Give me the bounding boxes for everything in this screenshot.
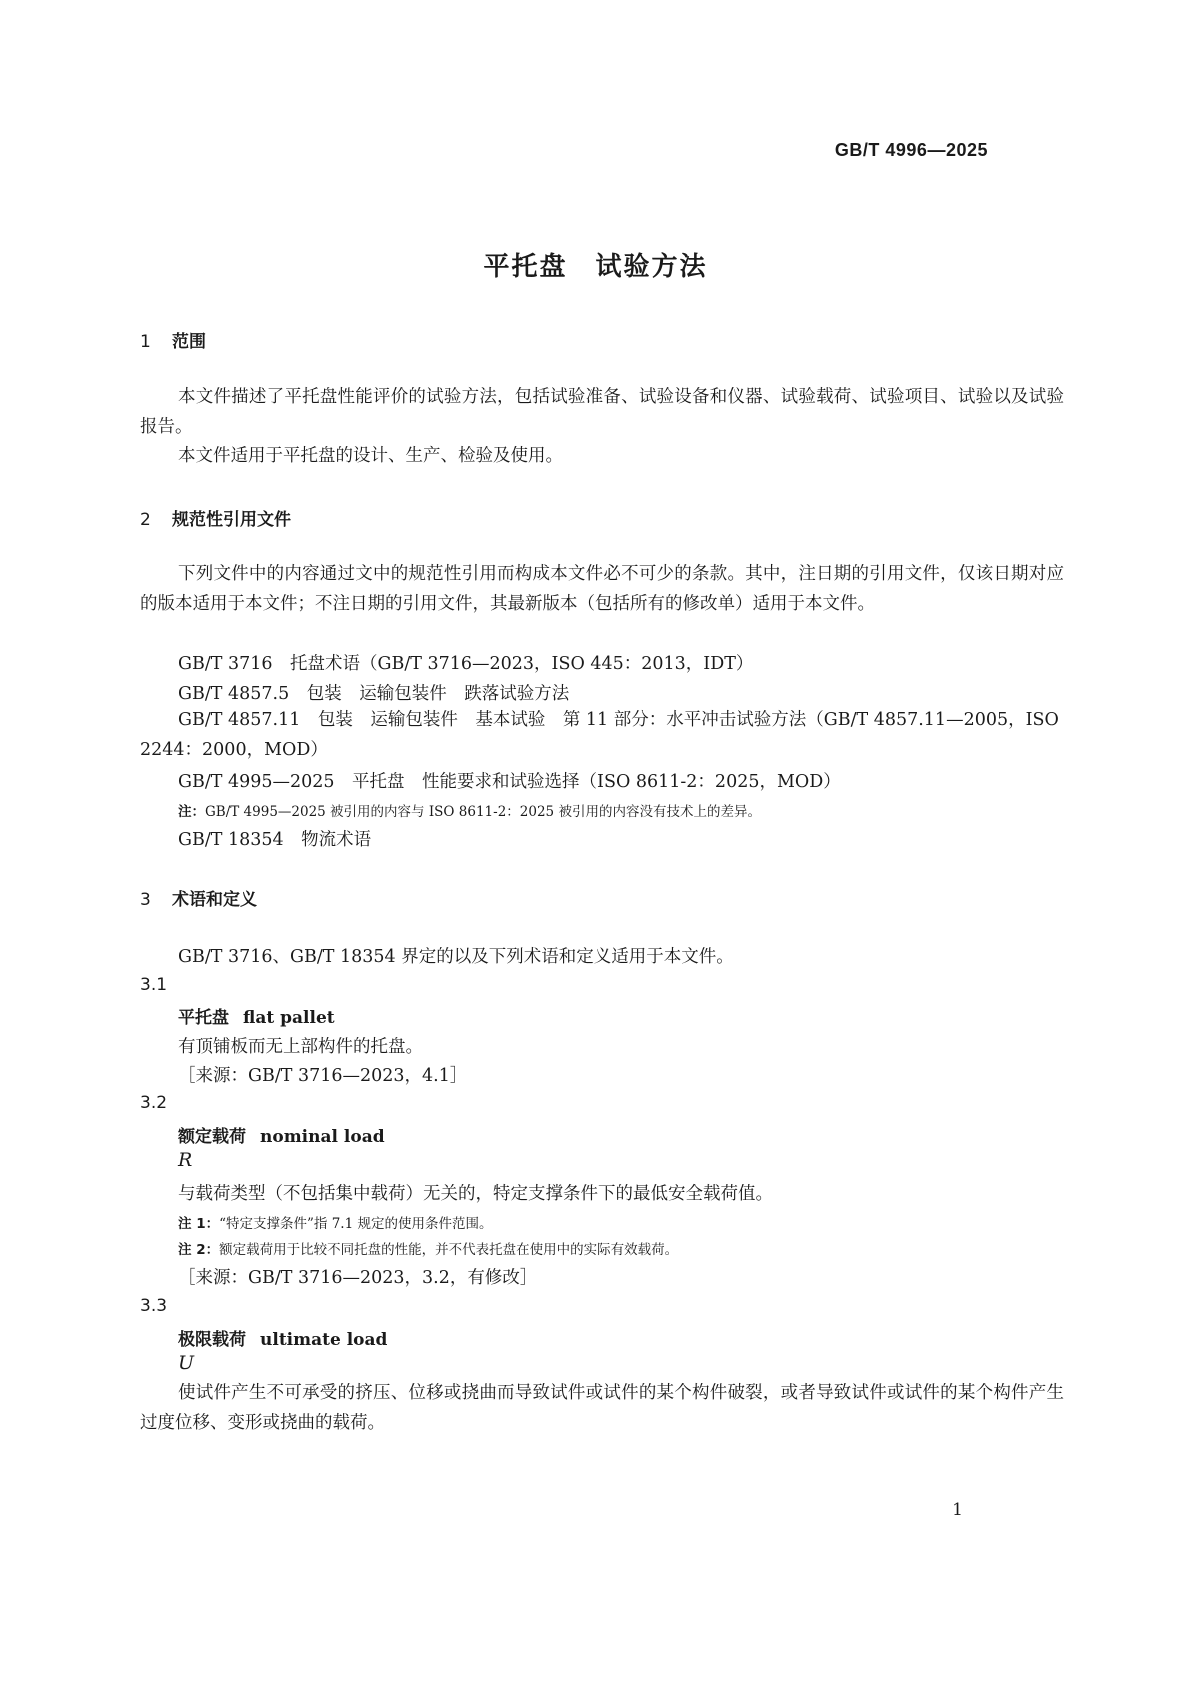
term-zh: 平托盘	[178, 1008, 229, 1028]
note-text: “特定支撑条件”指 7.1 规定的使用条件范围。	[219, 1216, 493, 1232]
term-en: ultimate load	[260, 1330, 388, 1350]
reference-item: GB/T 4995—2025 平托盘 性能要求和试验选择（ISO 8611-2：2025，MOD）	[178, 772, 841, 792]
term-note-1	[178, 1212, 492, 1232]
reference-note	[178, 800, 761, 820]
term-number: 3.2	[140, 1093, 168, 1113]
term-en: nominal load	[260, 1127, 385, 1147]
term-en: flat pallet	[243, 1008, 335, 1028]
standard-number: GB/T 4996—2025	[834, 140, 988, 160]
note-text: GB/T 4995—2025 被引用的内容与 ISO 8611-2：2025 被引用的内容没有技术上的差异。	[205, 804, 761, 820]
term-definition: 有顶铺板而无上部构件的托盘。	[178, 1037, 423, 1057]
scope-paragraph-1: 本文件描述了平托盘性能评价的试验方法，包括试验准备、试验设备和仪器、试验载荷、试验项目、试验以及试验报告。	[140, 387, 1064, 437]
section-title: 规范性引用文件	[172, 510, 291, 530]
note-label: 注 1：	[178, 1216, 220, 1232]
section-1-heading	[140, 327, 206, 352]
reference-item: GB/T 18354 物流术语	[178, 830, 372, 850]
term-number: 3.3	[140, 1296, 168, 1316]
section-number: 2	[140, 510, 151, 530]
note-label: 注 2：	[178, 1242, 220, 1258]
term-zh: 极限载荷	[178, 1330, 246, 1350]
term-source: ［来源：GB/T 3716—2023，3.2，有修改］	[178, 1268, 538, 1288]
term-entry	[178, 1325, 387, 1350]
term-symbol: R	[178, 1149, 193, 1171]
references-intro: 下列文件中的内容通过文中的规范性引用而构成本文件必不可少的条款。其中，注日期的引用文件，仅该日期对应的版本适用于本文件；不注日期的引用文件，其最新版本（包括所有的修改单）适用于本文件。	[140, 564, 1064, 614]
term-zh: 额定载荷	[178, 1127, 246, 1147]
section-number: 1	[140, 332, 151, 352]
reference-item: GB/T 4857.11 包装 运输包装件 基本试验 第 11 部分：水平冲击试验方法（GB/T 4857.11—2005，ISO 2244：2000，MOD）	[140, 710, 1059, 760]
note-label: 注：	[178, 804, 205, 820]
term-definition: 使试件产生不可承受的挤压、位移或挠曲而导致试件或试件的某个构件破裂，或者导致试件或试件的某个构件产生过度位移、变形或挠曲的载荷。	[140, 1383, 1064, 1433]
term-number: 3.1	[140, 975, 168, 995]
section-number: 3	[140, 890, 151, 910]
term-entry	[178, 1122, 385, 1147]
scope-paragraph-2: 本文件适用于平托盘的设计、生产、检验及使用。	[178, 446, 563, 466]
term-source: ［来源：GB/T 3716—2023，4.1］	[178, 1066, 468, 1086]
page-number: 1	[952, 1500, 963, 1520]
terms-intro: GB/T 3716、GB/T 18354 界定的以及下列术语和定义适用于本文件。	[178, 947, 734, 967]
term-note-2	[178, 1238, 678, 1258]
document-title: 平托盘 试验方法	[483, 252, 708, 282]
reference-item: GB/T 3716 托盘术语（GB/T 3716—2023，ISO 445：2013，IDT）	[178, 654, 754, 674]
section-title: 范围	[172, 332, 206, 352]
term-symbol: U	[178, 1352, 195, 1374]
section-2-heading	[140, 505, 291, 530]
section-3-heading	[140, 885, 257, 910]
note-text: 额定载荷用于比较不同托盘的性能，并不代表托盘在使用中的实际有效载荷。	[219, 1242, 679, 1258]
reference-item: GB/T 4857.5 包装 运输包装件 跌落试验方法	[178, 684, 570, 704]
section-title: 术语和定义	[172, 890, 257, 910]
term-definition: 与载荷类型（不包括集中载荷）无关的，特定支撑条件下的最低安全载荷值。	[178, 1184, 773, 1204]
term-entry	[178, 1003, 335, 1028]
